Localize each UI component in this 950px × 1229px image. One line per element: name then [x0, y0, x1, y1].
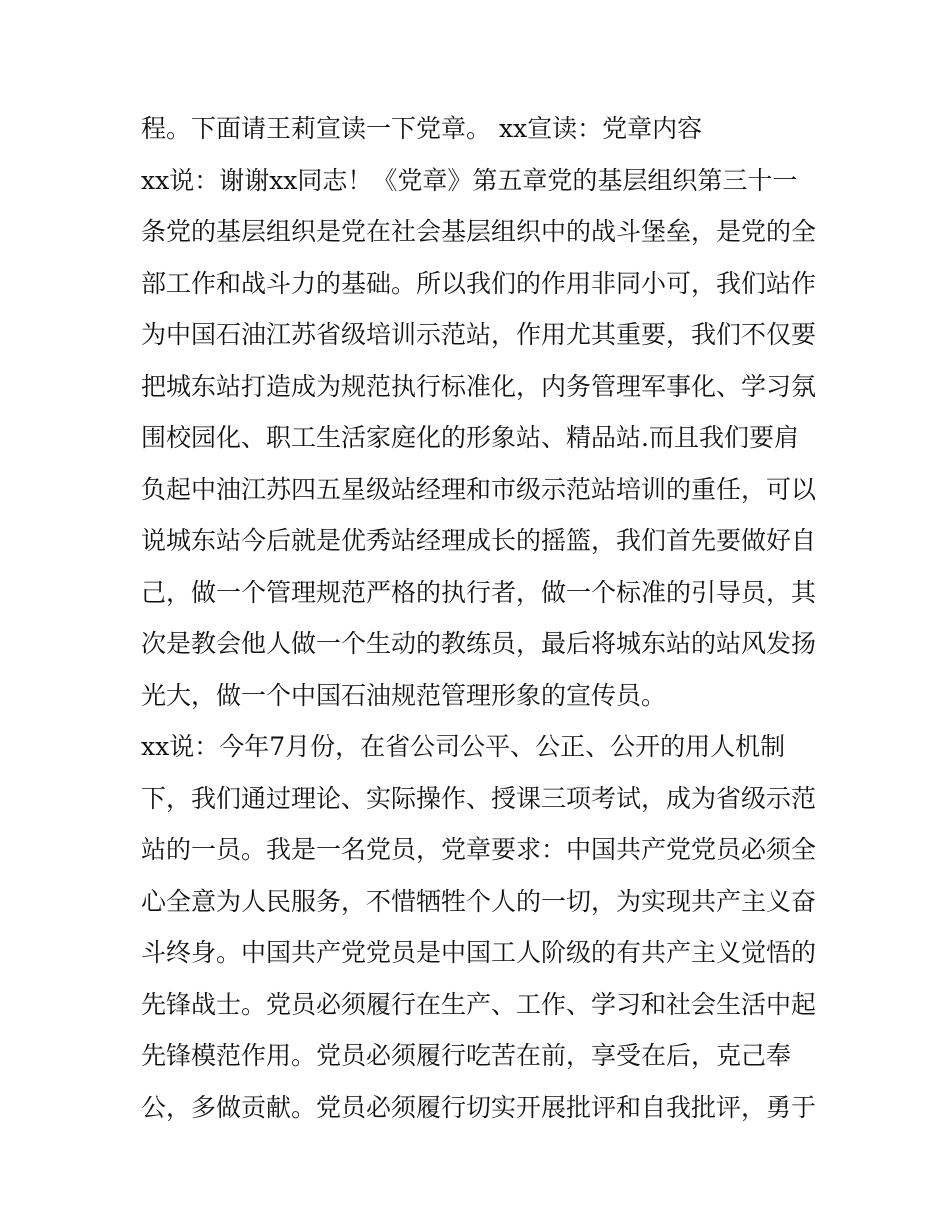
text-line: 下，我们通过理论、实际操作、授课三项考试，成为省级示范 [141, 783, 817, 813]
text-line: 部工作和战斗力的基础。所以我们的作用非同小可，我们站作 [141, 268, 817, 298]
text-line: 把城东站打造成为规范执行标准化，内务管理军事化、学习氛 [141, 371, 817, 401]
text-line: xx说：今年7月份，在省公司公平、公正、公开的用人机制 [141, 732, 786, 761]
text-line: 先锋模范作用。党员必须履行吃苦在前，享受在后，克己奉 [141, 1041, 792, 1070]
body-text [141, 108, 821, 1138]
text-line: 心全意为人民服务，不惜牺牲个人的一切，为实现共产主义奋 [141, 886, 817, 916]
text-line: 负起中油江苏四五星级站经理和市级示范站培训的重任，可以 [141, 474, 817, 504]
text-line: 为中国石油江苏省级培训示范站，作用尤其重要，我们不仅要 [141, 320, 817, 349]
text-line: 说城东站今后就是优秀站经理成长的摇篮，我们首先要做好自 [141, 526, 817, 555]
text-line: 围校园化、职工生活家庭化的形象站、精品站.而且我们要肩 [141, 423, 799, 452]
text-line: 斗终身。中国共产党党员是中国工人阶级的有共产主义觉悟的 [141, 938, 817, 967]
text-line: xx说：谢谢xx同志！《党章》第五章党的基层组织第三十一 [141, 165, 798, 195]
text-line: 程。下面请王莉宣读一下党章。 xx宣读：党章内容 [141, 114, 703, 143]
text-line: 次是教会他人做一个生动的教练员，最后将城东站的站风发扬 [141, 629, 817, 658]
text-line: 光大，做一个中国石油规范管理形象的宣传员。 [141, 680, 667, 710]
text-line: 条党的基层组织是党在社会基层组织中的战斗堡垒，是党的全 [141, 217, 817, 246]
text-line: 站的一员。我是一名党员，党章要求：中国共产党党员必须全 [141, 835, 817, 864]
text-line: 公，多做贡献。党员必须履行切实开展批评和自我批评，勇于 [141, 1092, 817, 1122]
text-line: 先锋战士。党员必须履行在生产、工作、学习和社会生活中起 [141, 989, 817, 1019]
text-line: 己，做一个管理规范严格的执行者，做一个标准的引导员，其 [141, 577, 817, 607]
